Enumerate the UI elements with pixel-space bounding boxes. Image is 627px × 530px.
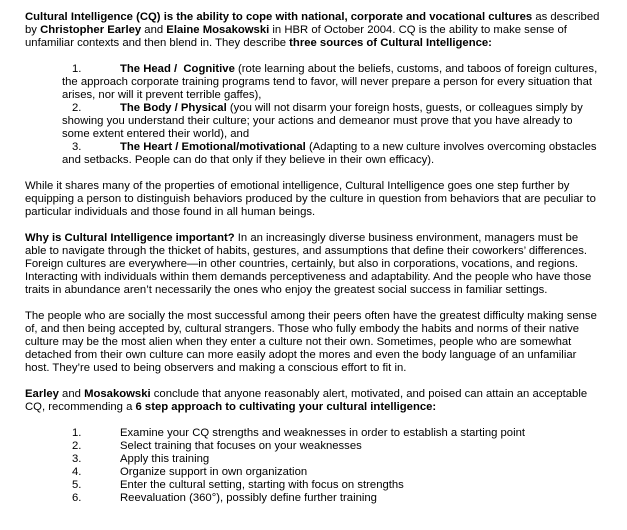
paragraph (25, 11, 600, 50)
list-item-number: 1. (72, 427, 82, 439)
numbered-list (62, 63, 600, 167)
list-item (62, 466, 600, 479)
text-segment: Select training that focuses on your weaknesses (120, 440, 362, 452)
list-item (62, 102, 600, 141)
text-segment: as described by (25, 11, 600, 36)
list-item-number: 5. (72, 479, 82, 491)
text-segment: Cultural Intelligence (CQ) is the ability to cope with national, corporate and vocational cultures (25, 11, 533, 23)
paragraph (25, 232, 600, 297)
list-item (62, 141, 600, 167)
list-item-number: 2. (72, 440, 82, 452)
text-segment: Reevaluation (360°), possibly define further training (120, 492, 377, 504)
list-item (62, 453, 600, 466)
list-item (62, 63, 600, 102)
numbered-list (62, 427, 600, 505)
text-segment: Organize support in own organization (120, 466, 308, 478)
text-segment: Elaine Mosakowski (166, 24, 270, 36)
text-segment: While it shares many of the properties of emotional intelligence, Cultural Intelligence goes one step further by equipping a person to distinguish behaviors produced by the culture in question from behaviors that are peculiar to particular individuals and those found in all human beings. (25, 180, 596, 218)
text-segment: Earley (25, 388, 59, 400)
text-segment: and (58, 388, 85, 400)
text-segment: 6 step approach to cultivating your cultural intelligence: (135, 401, 437, 413)
text-segment: Why is Cultural Intelligence important? (25, 232, 235, 244)
text-segment: (Adapting to a new culture involves overcoming obstacles and setbacks. People can do that only if they believe in their own efficacy). (62, 141, 597, 166)
text-segment: Christopher Earley (40, 24, 142, 36)
list-item-number: 3. (72, 453, 82, 465)
text-segment: The Body / Physical (120, 102, 227, 114)
text-segment: Apply this training (120, 453, 210, 465)
list-item (62, 440, 600, 453)
text-segment: in HBR of October 2004. CQ is the ability to make sense of unfamiliar contexts and then blend in. They describe (25, 24, 567, 49)
text-segment: conclude that anyone reasonably alert, motivated, and poised can attain an acceptable CQ, recommending a (25, 388, 588, 413)
list-item (62, 427, 600, 440)
text-segment: three sources of Cultural Intelligence: (289, 37, 492, 49)
text-segment: Enter the cultural setting, starting with focus on strengths (120, 479, 404, 491)
text-segment: and (141, 24, 167, 36)
list-item-number: 6. (72, 492, 82, 504)
text-segment: The people who are socially the most successful among their peers often have the greatest difficulty making sense of, and then being accepted by, cultural strangers. Those who fully embody the habits and norms of their native culture may be the most alien when they enter a culture not their own. Sometimes, people who are somewhat detached from their own culture can more easily adopt the mores and even the body language of an unfamiliar host. They’re used to being observers and making a conscious effort to fit in. (25, 310, 597, 374)
list-item-number: 1. (72, 63, 82, 75)
paragraph (25, 180, 600, 219)
text-segment: Examine your CQ strengths and weaknesses in order to establish a starting point (120, 427, 526, 439)
text-segment: Mosakowski (84, 388, 151, 400)
list-item-number: 3. (72, 141, 82, 153)
list-item-number: 2. (72, 102, 82, 114)
paragraph (25, 310, 600, 375)
list-item (62, 479, 600, 492)
text-segment: (you will not disarm your foreign hosts, guests, or colleagues simply by showing you understand their culture; your actions and demeanor must prove that you have already to some extent entered their world), and (62, 102, 583, 140)
list-item (62, 492, 600, 505)
text-segment: The Heart / Emotional/motivational (120, 141, 306, 153)
text-segment: In an increasingly diverse business environment, managers must be able to navigate through the thicket of habits, gestures, and assumptions that define their coworkers’ differences. Foreign cultures are everywhere—in other countries, certainly, but also in corporations, vocations, and regions. Interacting with individuals within them demands perceptiveness and adaptability. And the people who have those traits in abundance aren’t necessarily the ones who enjoy the greatest social success in familiar settings. (25, 232, 592, 296)
text-segment: (rote learning about the beliefs, customs, and taboos of foreign cultures, the approach corporate training programs tend to favor, will never prepare a person for every situation that arises, nor will it prevent terrible gaffes), (62, 63, 598, 101)
list-item-number: 4. (72, 466, 82, 478)
paragraph (25, 388, 600, 414)
text-segment: The Head / Cognitive (120, 63, 235, 75)
